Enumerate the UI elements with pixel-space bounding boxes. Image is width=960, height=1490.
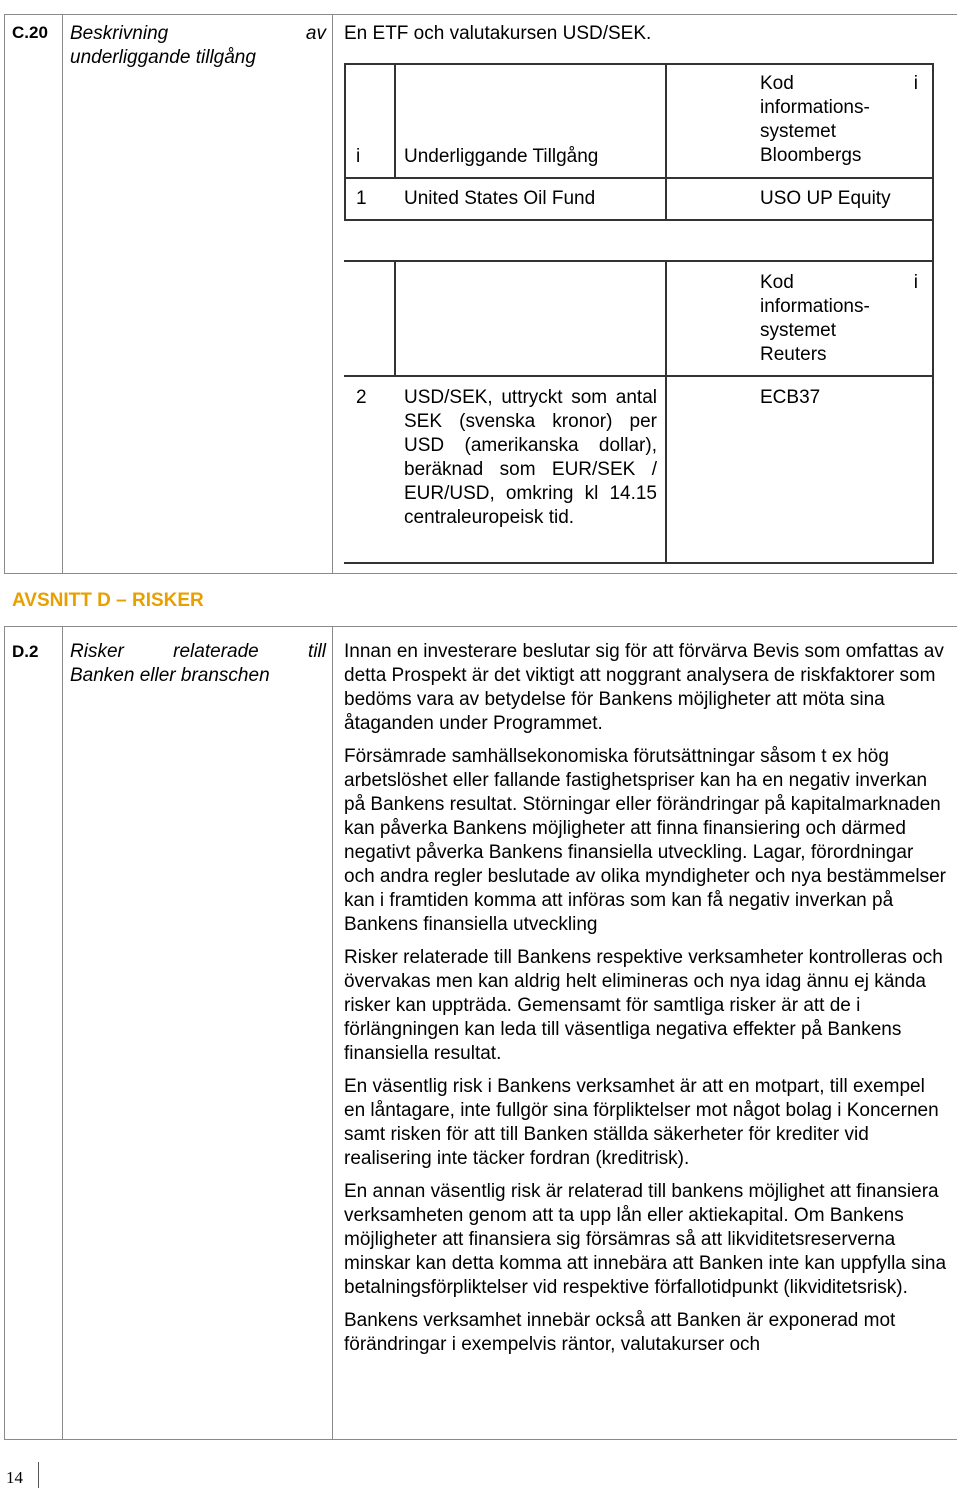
table-top-border	[344, 63, 934, 65]
d2-label	[70, 640, 326, 688]
page-number: 14	[6, 1468, 23, 1487]
col1-divider-d2	[62, 626, 63, 1440]
table-right-border	[932, 63, 934, 563]
bloomberg-header-line2: informations-	[760, 97, 870, 118]
row2-code: ECB37	[760, 387, 821, 408]
d-heading-bottom-border	[4, 626, 957, 627]
c20-code: C.20	[12, 23, 48, 42]
d2-code: D.2	[12, 642, 39, 661]
col1-divider-c20	[62, 14, 63, 574]
table-header-asset: Underliggande Tillgång	[404, 146, 599, 167]
bloomberg-header-i: i	[913, 73, 918, 94]
d2-bottom-border	[4, 1439, 957, 1440]
reuters-header-line4: Reuters	[760, 344, 827, 365]
table-col-divider-b	[665, 63, 667, 220]
d2-paragraph: Risker relaterade till Bankens respektive verksamheter kontrolleras och övervakas men kan aldrig helt elimineras och nya idag ännu ej kända risker kan uppträda. Gemensamt för samtliga risker är att de i förlängningen kan leda till väsentliga negativa effekter på Bankens finansiella resultat.	[344, 947, 943, 1064]
d2-body	[344, 640, 948, 1366]
outer-left-border	[4, 14, 5, 574]
reuters-header-i: i	[913, 272, 918, 293]
c20-intro: En ETF och valutakursen USD/SEK.	[344, 23, 652, 44]
d2-paragraph: Försämrade samhällsekonomiska förutsättningar såsom t ex hög arbetslöshet eller fallande fastighetspriser kan ha en negativ inverkan på Bankens resultat. Störningar eller förändringar på kapitalmarknaden kan påverka Bankens möjligheter att finna finansiering och därmed negativt påverka Bankens finansiella utveckling. Lagar, förordningar och andra regler beslutade av olika myndigheter och nya bestämmelser kan i framtiden komma att införas som kan få negativ inverkan på Bankens finansiella utveckling	[344, 746, 946, 935]
c20-label-word1: Beskrivning	[70, 23, 169, 44]
d2-paragraph: Innan en investerare beslutar sig för att förvärva Bevis som omfattas av detta Prospekt är det viktigt att noggrant analysera de riskfaktorer som bedöms vara av betydelse för Bankens möjligheter att möta sina åtaganden under Programmet.	[344, 641, 944, 734]
d2-paragraph: Bankens verksamhet innebär också att Banken är exponerad mot förändringar i exempelvis räntor, valutakurser och	[344, 1310, 896, 1355]
table-left-border	[344, 63, 346, 220]
top-border	[4, 14, 957, 15]
table-row-line-1	[344, 177, 934, 179]
reuters-header-line2: informations-	[760, 296, 870, 317]
d2-label-line1: Risker relaterade till	[70, 641, 326, 662]
table-col-divider-b2	[665, 260, 667, 563]
table-row-line-4	[344, 375, 934, 377]
d2-label-line2: Banken eller branschen	[70, 665, 270, 686]
row1-asset: United States Oil Fund	[404, 188, 596, 209]
table-header-bloomberg-code	[760, 72, 918, 168]
c20-bottom-border	[4, 573, 957, 574]
row1-code: USO UP Equity	[760, 188, 891, 209]
bloomberg-header-kod: Kod	[760, 73, 794, 94]
section-d-heading: AVSNITT D – RISKER	[12, 590, 204, 611]
d2-paragraph: En annan väsentlig risk är relaterad till bankens möjlighet att finansiera verksamheten genom att ta upp lån eller aktiekapital. Om Bankens möjligheter att finansiera sig försämras så att likviditetsreserverna minskar kan detta komma att innebära att Banken inte kan uppfylla sina betalningsförpliktelser vid respektive förfallotidpunkt (likviditetsrisk).	[344, 1181, 947, 1298]
table-header-index: i	[356, 146, 361, 167]
table-col-divider-a2	[394, 260, 396, 376]
table-row-line-2	[344, 219, 934, 221]
c20-label	[70, 22, 326, 70]
row2-asset: USD/SEK, uttryckt som antal SEK (svenska kronor) per USD (amerikanska dollar), beräknad som EUR/SEK / EUR/USD, omkring kl 14.15 centraleuropeisk tid.	[404, 387, 657, 528]
table-header-reuters-code	[760, 271, 918, 367]
reuters-header-kod: Kod	[760, 272, 794, 293]
bloomberg-header-line3: systemet	[760, 121, 837, 142]
col2-divider-d2	[332, 626, 333, 1440]
reuters-header-line3: systemet	[760, 320, 837, 341]
table-row-line-3	[344, 260, 934, 262]
c20-label-line2: underliggande tillgång	[70, 47, 256, 68]
c20-label-word2: av	[305, 23, 326, 44]
col2-divider-c20	[332, 14, 333, 574]
table-col-divider-a	[394, 63, 396, 178]
d2-paragraph: En väsentlig risk i Bankens verksamhet är att en motpart, till exempel en låntagare, inte fullgör sina förpliktelser mot något bolag i Koncernen samt risken för att till Banken ställda säkerheter för krediter vid realisering inte täcker fordran (kreditrisk).	[344, 1076, 939, 1169]
row1-number: 1	[356, 188, 367, 209]
outer-left-border-d2	[4, 626, 5, 1440]
table-bottom-border	[344, 562, 934, 564]
bloomberg-header-line4: Bloombergs	[760, 145, 862, 166]
footer-page-rule	[38, 1462, 39, 1488]
row2-number: 2	[356, 387, 367, 408]
